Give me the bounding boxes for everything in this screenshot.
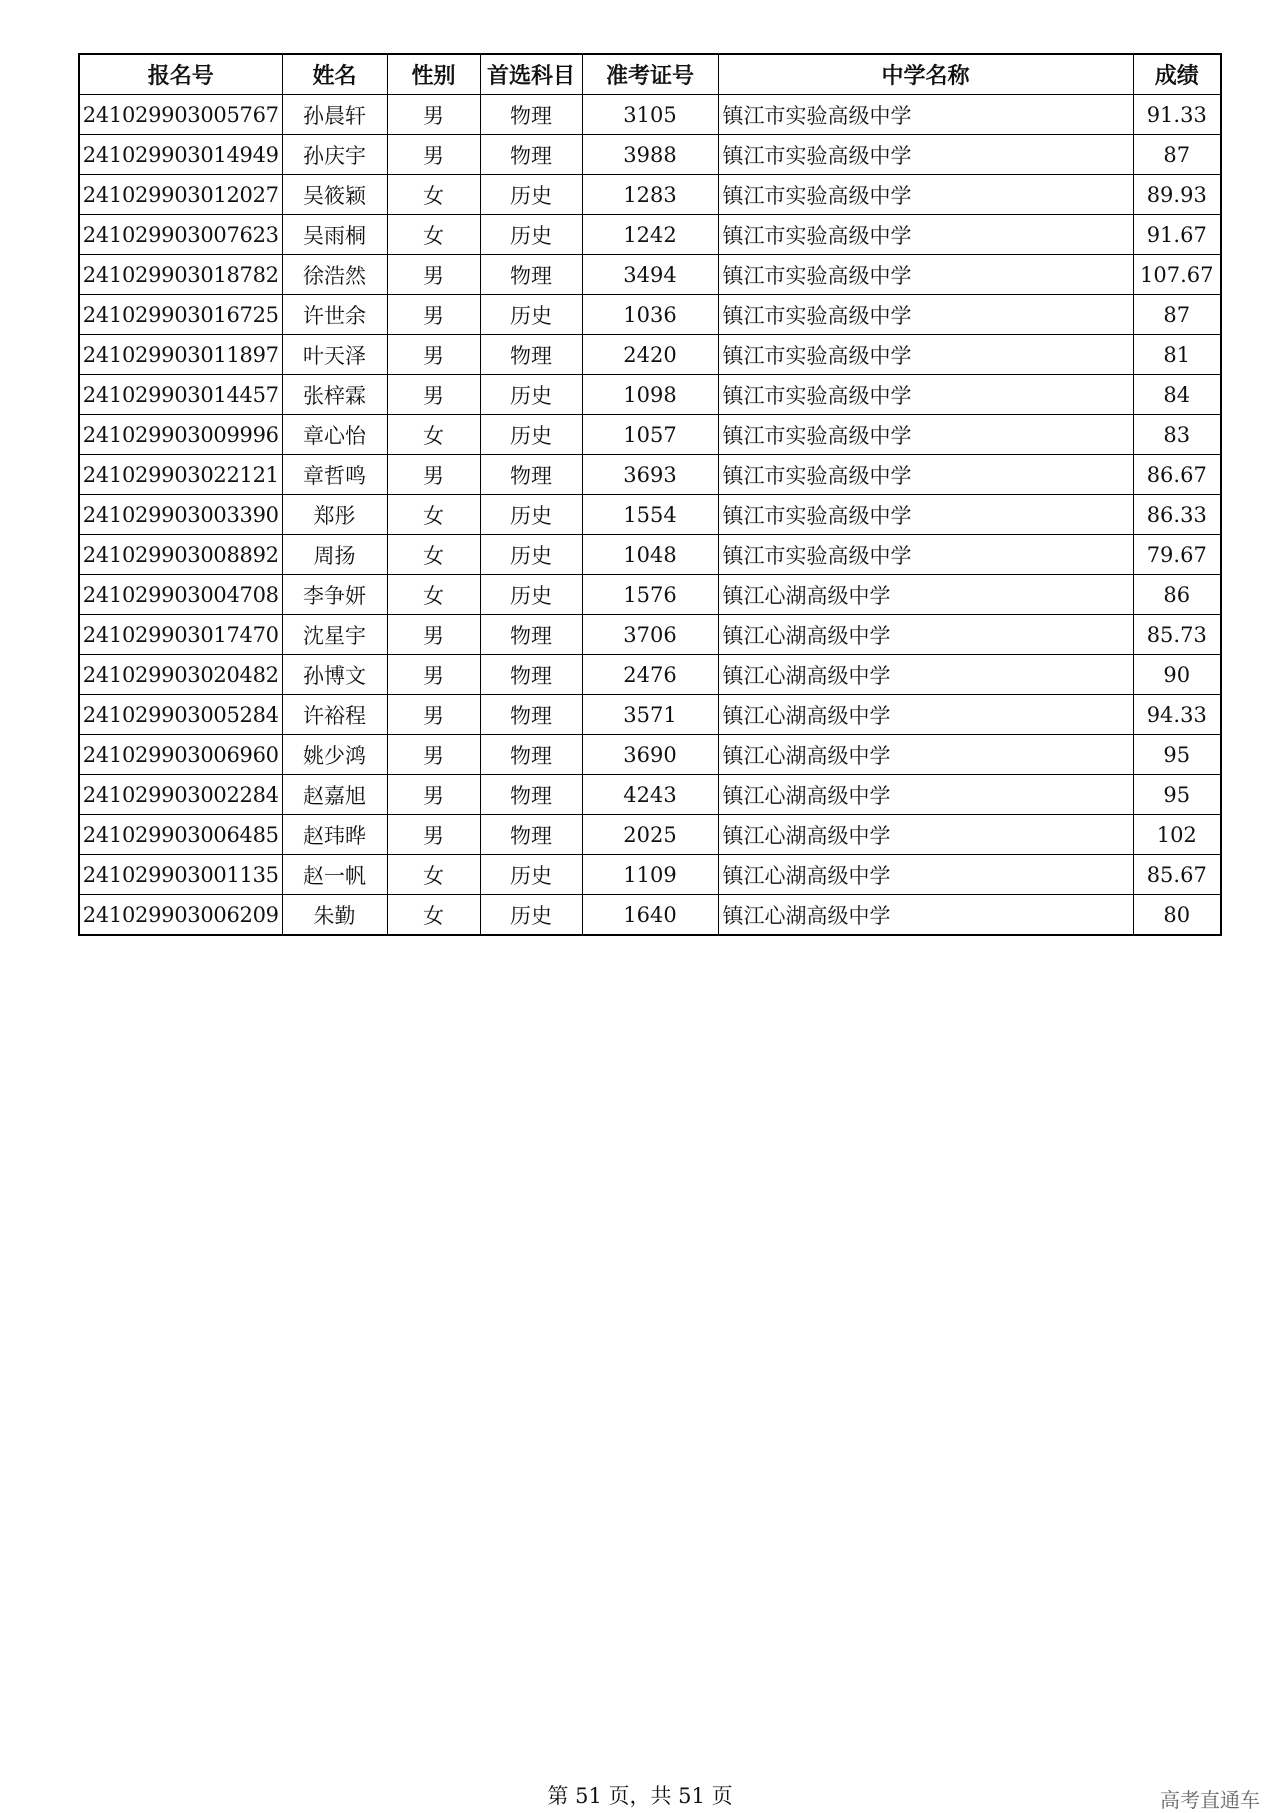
school-cell: 镇江心湖高级中学: [718, 735, 1133, 775]
school-cell: 镇江心湖高级中学: [718, 895, 1133, 936]
school-cell: 镇江市实验高级中学: [718, 215, 1133, 255]
score-cell: 81: [1133, 335, 1221, 375]
registration-no-cell: 241029903007623: [79, 215, 282, 255]
subject-cell: 历史: [480, 535, 582, 575]
score-cell: 86.33: [1133, 495, 1221, 535]
registration-no-cell: 241029903011897: [79, 335, 282, 375]
school-cell: 镇江市实验高级中学: [718, 335, 1133, 375]
name-cell: 张梓霖: [282, 375, 387, 415]
table-row: [79, 495, 1221, 535]
table-row: [79, 455, 1221, 495]
score-cell: 107.67: [1133, 255, 1221, 295]
subject-cell: 物理: [480, 735, 582, 775]
gender-cell: 女: [387, 415, 480, 455]
score-cell: 87: [1133, 135, 1221, 175]
table-row: [79, 775, 1221, 815]
name-cell: 姚少鸿: [282, 735, 387, 775]
gender-cell: 男: [387, 615, 480, 655]
score-cell: 84: [1133, 375, 1221, 415]
name-cell: 周扬: [282, 535, 387, 575]
table-row: [79, 615, 1221, 655]
table-row: [79, 855, 1221, 895]
exam-id-cell: 3571: [582, 695, 718, 735]
subject-cell: 历史: [480, 495, 582, 535]
registration-no-cell: 241029903022121: [79, 455, 282, 495]
score-cell: 95: [1133, 775, 1221, 815]
exam-id-cell: 3690: [582, 735, 718, 775]
table-row: [79, 695, 1221, 735]
exam-id-cell: 1036: [582, 295, 718, 335]
school-cell: 镇江市实验高级中学: [718, 455, 1133, 495]
gender-cell: 男: [387, 135, 480, 175]
registration-no-cell: 241029903020482: [79, 655, 282, 695]
exam-id-cell: 1048: [582, 535, 718, 575]
registration-no-cell: 241029903008892: [79, 535, 282, 575]
score-cell: 80: [1133, 895, 1221, 936]
exam-id-cell: 3988: [582, 135, 718, 175]
school-cell: 镇江市实验高级中学: [718, 535, 1133, 575]
score-cell: 89.93: [1133, 175, 1221, 215]
subject-cell: 物理: [480, 95, 582, 135]
score-cell: 87: [1133, 295, 1221, 335]
header-name: 姓名: [282, 54, 387, 95]
subject-cell: 物理: [480, 455, 582, 495]
school-cell: 镇江心湖高级中学: [718, 615, 1133, 655]
name-cell: 章哲鸣: [282, 455, 387, 495]
name-cell: 徐浩然: [282, 255, 387, 295]
registration-no-cell: 241029903006960: [79, 735, 282, 775]
subject-cell: 物理: [480, 255, 582, 295]
table-row: [79, 575, 1221, 615]
registration-no-cell: 241029903016725: [79, 295, 282, 335]
registration-no-cell: 241029903006209: [79, 895, 282, 936]
gender-cell: 女: [387, 895, 480, 936]
school-cell: 镇江心湖高级中学: [718, 775, 1133, 815]
school-cell: 镇江市实验高级中学: [718, 175, 1133, 215]
score-cell: 86.67: [1133, 455, 1221, 495]
registration-no-cell: 241029903012027: [79, 175, 282, 215]
name-cell: 孙晨轩: [282, 95, 387, 135]
registration-no-cell: 241029903004708: [79, 575, 282, 615]
school-cell: 镇江心湖高级中学: [718, 575, 1133, 615]
gender-cell: 女: [387, 575, 480, 615]
name-cell: 郑彤: [282, 495, 387, 535]
gender-cell: 男: [387, 815, 480, 855]
name-cell: 朱勤: [282, 895, 387, 936]
name-cell: 许世余: [282, 295, 387, 335]
exam-id-cell: 2476: [582, 655, 718, 695]
exam-id-cell: 3693: [582, 455, 718, 495]
table-row: [79, 735, 1221, 775]
registration-no-cell: 241029903018782: [79, 255, 282, 295]
registration-no-cell: 241029903014949: [79, 135, 282, 175]
table-row: [79, 375, 1221, 415]
name-cell: 赵玮晔: [282, 815, 387, 855]
table-row: [79, 895, 1221, 936]
watermark: 高考直通车: [1160, 1788, 1260, 1812]
registration-no-cell: 241029903001135: [79, 855, 282, 895]
score-cell: 94.33: [1133, 695, 1221, 735]
registration-no-cell: 241029903006485: [79, 815, 282, 855]
exam-id-cell: 3494: [582, 255, 718, 295]
table-row: [79, 175, 1221, 215]
school-cell: 镇江市实验高级中学: [718, 95, 1133, 135]
table-row: [79, 135, 1221, 175]
school-cell: 镇江心湖高级中学: [718, 695, 1133, 735]
subject-cell: 历史: [480, 295, 582, 335]
gender-cell: 男: [387, 335, 480, 375]
score-cell: 90: [1133, 655, 1221, 695]
subject-cell: 物理: [480, 775, 582, 815]
subject-cell: 历史: [480, 175, 582, 215]
results-table: [78, 53, 1222, 936]
registration-no-cell: 241029903005767: [79, 95, 282, 135]
registration-no-cell: 241029903014457: [79, 375, 282, 415]
subject-cell: 物理: [480, 335, 582, 375]
score-cell: 85.73: [1133, 615, 1221, 655]
exam-id-cell: 3706: [582, 615, 718, 655]
gender-cell: 男: [387, 695, 480, 735]
registration-no-cell: 241029903009996: [79, 415, 282, 455]
header-exam-id: 准考证号: [582, 54, 718, 95]
gender-cell: 女: [387, 215, 480, 255]
subject-cell: 物理: [480, 695, 582, 735]
subject-cell: 历史: [480, 575, 582, 615]
exam-id-cell: 1576: [582, 575, 718, 615]
name-cell: 孙庆宇: [282, 135, 387, 175]
subject-cell: 物理: [480, 655, 582, 695]
gender-cell: 男: [387, 255, 480, 295]
table-row: [79, 335, 1221, 375]
school-cell: 镇江市实验高级中学: [718, 295, 1133, 335]
table-row: [79, 815, 1221, 855]
score-cell: 86: [1133, 575, 1221, 615]
subject-cell: 物理: [480, 135, 582, 175]
exam-id-cell: 1098: [582, 375, 718, 415]
exam-id-cell: 1057: [582, 415, 718, 455]
score-cell: 85.67: [1133, 855, 1221, 895]
registration-no-cell: 241029903017470: [79, 615, 282, 655]
table-row: [79, 415, 1221, 455]
name-cell: 吴筱颖: [282, 175, 387, 215]
header-school-name: 中学名称: [718, 54, 1133, 95]
school-cell: 镇江市实验高级中学: [718, 375, 1133, 415]
name-cell: 赵嘉旭: [282, 775, 387, 815]
score-cell: 79.67: [1133, 535, 1221, 575]
subject-cell: 历史: [480, 415, 582, 455]
subject-cell: 物理: [480, 815, 582, 855]
score-cell: 95: [1133, 735, 1221, 775]
school-cell: 镇江心湖高级中学: [718, 855, 1133, 895]
table-header-row: [79, 54, 1221, 95]
name-cell: 许裕程: [282, 695, 387, 735]
school-cell: 镇江市实验高级中学: [718, 255, 1133, 295]
score-cell: 91.33: [1133, 95, 1221, 135]
exam-id-cell: 3105: [582, 95, 718, 135]
table-row: [79, 655, 1221, 695]
subject-cell: 历史: [480, 895, 582, 936]
exam-id-cell: 1283: [582, 175, 718, 215]
gender-cell: 男: [387, 735, 480, 775]
gender-cell: 男: [387, 375, 480, 415]
school-cell: 镇江心湖高级中学: [718, 655, 1133, 695]
exam-id-cell: 1640: [582, 895, 718, 936]
gender-cell: 男: [387, 655, 480, 695]
school-cell: 镇江心湖高级中学: [718, 815, 1133, 855]
subject-cell: 物理: [480, 615, 582, 655]
header-registration-no: 报名号: [79, 54, 282, 95]
name-cell: 沈星宇: [282, 615, 387, 655]
table-row: [79, 95, 1221, 135]
gender-cell: 男: [387, 775, 480, 815]
score-cell: 102: [1133, 815, 1221, 855]
header-primary-subject: 首选科目: [480, 54, 582, 95]
exam-id-cell: 1109: [582, 855, 718, 895]
header-score: 成绩: [1133, 54, 1221, 95]
exam-id-cell: 2420: [582, 335, 718, 375]
table-row: [79, 215, 1221, 255]
exam-id-cell: 4243: [582, 775, 718, 815]
registration-no-cell: 241029903003390: [79, 495, 282, 535]
gender-cell: 女: [387, 855, 480, 895]
table-row: [79, 295, 1221, 335]
gender-cell: 男: [387, 95, 480, 135]
exam-id-cell: 1554: [582, 495, 718, 535]
registration-no-cell: 241029903002284: [79, 775, 282, 815]
name-cell: 李争妍: [282, 575, 387, 615]
exam-id-cell: 2025: [582, 815, 718, 855]
name-cell: 孙博文: [282, 655, 387, 695]
gender-cell: 女: [387, 535, 480, 575]
exam-id-cell: 1242: [582, 215, 718, 255]
name-cell: 章心怡: [282, 415, 387, 455]
header-gender: 性别: [387, 54, 480, 95]
score-cell: 91.67: [1133, 215, 1221, 255]
registration-no-cell: 241029903005284: [79, 695, 282, 735]
page-footer: 第 51 页，共 51 页: [547, 1784, 733, 1808]
gender-cell: 男: [387, 455, 480, 495]
gender-cell: 女: [387, 175, 480, 215]
score-cell: 83: [1133, 415, 1221, 455]
subject-cell: 历史: [480, 215, 582, 255]
gender-cell: 女: [387, 495, 480, 535]
table-row: [79, 255, 1221, 295]
school-cell: 镇江市实验高级中学: [718, 415, 1133, 455]
table-row: [79, 535, 1221, 575]
name-cell: 赵一帆: [282, 855, 387, 895]
subject-cell: 历史: [480, 375, 582, 415]
school-cell: 镇江市实验高级中学: [718, 495, 1133, 535]
gender-cell: 男: [387, 295, 480, 335]
school-cell: 镇江市实验高级中学: [718, 135, 1133, 175]
subject-cell: 历史: [480, 855, 582, 895]
name-cell: 吴雨桐: [282, 215, 387, 255]
name-cell: 叶天泽: [282, 335, 387, 375]
